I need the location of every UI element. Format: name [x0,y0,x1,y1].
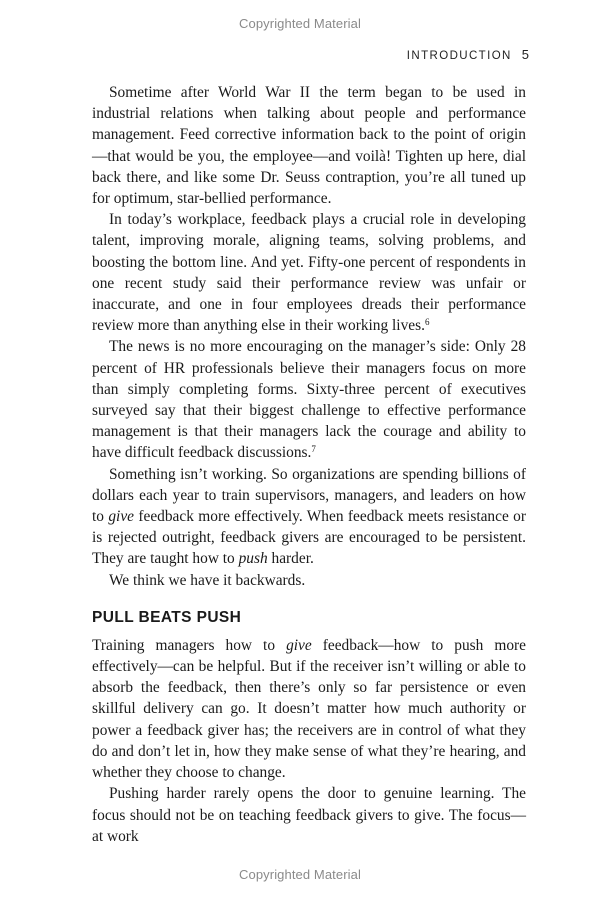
paragraph-4-part-a: Something isn’t working. So organizations are spending billions of dollars each year to train supervisors, managers, and leaders on how to [92,465,526,526]
endnote-7: 7 [311,444,316,455]
paragraph-2-text: In today’s workplace, feedback plays a crucial role in developing talent, improving morale, aligning teams, solving problems, and boosting the bottom line. And yet. Fifty-one percent of respondents in one recent study said their performance review was unfair or inaccurate, and one in four employees dreads their performance review more than anything else in their working lives. [92,211,526,335]
paragraph-2 [92,209,526,336]
copyright-watermark-top: Copyrighted Material [239,16,361,31]
page-number: 5 [521,47,529,62]
paragraph-4-part-c: harder. [267,550,314,568]
paragraph-3 [92,336,526,463]
emphasis-give-2: give [286,636,312,654]
paragraph-4-part-b: feedback more effectively. When feedback meets resistance or is rejected outright, feedback givers are encouraged to be persistent. They are taught how to [92,508,526,568]
section-paragraph-1-part-a: Training managers how to [92,636,287,654]
endnote-6: 6 [424,317,430,328]
running-head [407,47,529,62]
section-paragraph-1-part-b: feedback—how to push more effectively—can be helpful. But if the receiver isn’t willing or able to absorb the feedback, then there’s only so far persistence or even skillful delivery can go. It doesn’t matter how much authority or power a feedback giver has; the receivers are in control of what they do and don’t let in, how they make sense of what they’re hearing, and whether they choose to change. [92,636,526,782]
paragraph-3-text: The news is no more encouraging on the manager’s side: Only 28 percent of HR professionals believe their managers focus on more than simply completing forms. Sixty-three percent of executives surveyed say that their biggest challenge to effective performance management is that their managers lack the courage and ability to have difficult feedback discussions. [92,338,526,462]
section-paragraph-1 [92,635,526,783]
section-heading: PULL BEATS PUSH [92,608,242,626]
page-body [92,82,526,847]
section-paragraph-2: Pushing harder rarely opens the door to genuine learning. The focus should not be on teaching feedback givers to give. The focus—at work [92,785,526,845]
copyright-watermark-bottom: Copyrighted Material [239,867,361,882]
emphasis-give: give [108,508,134,526]
paragraph-4 [92,464,526,570]
paragraph-5: We think we have it backwards. [109,571,306,589]
emphasis-push: push [238,550,268,568]
paragraph-1: Sometime after World War II the term began to be used in industrial relations when talking about people and performance management. Feed corrective information back to the point of origin—that would be you, the employee—and voilà! Tighten up here, dial back there, and like some Dr. Seuss contraption, you’re all tuned up for optimum, star-bellied performance. [92,84,526,208]
running-head-section: INTRODUCTION [406,50,512,62]
